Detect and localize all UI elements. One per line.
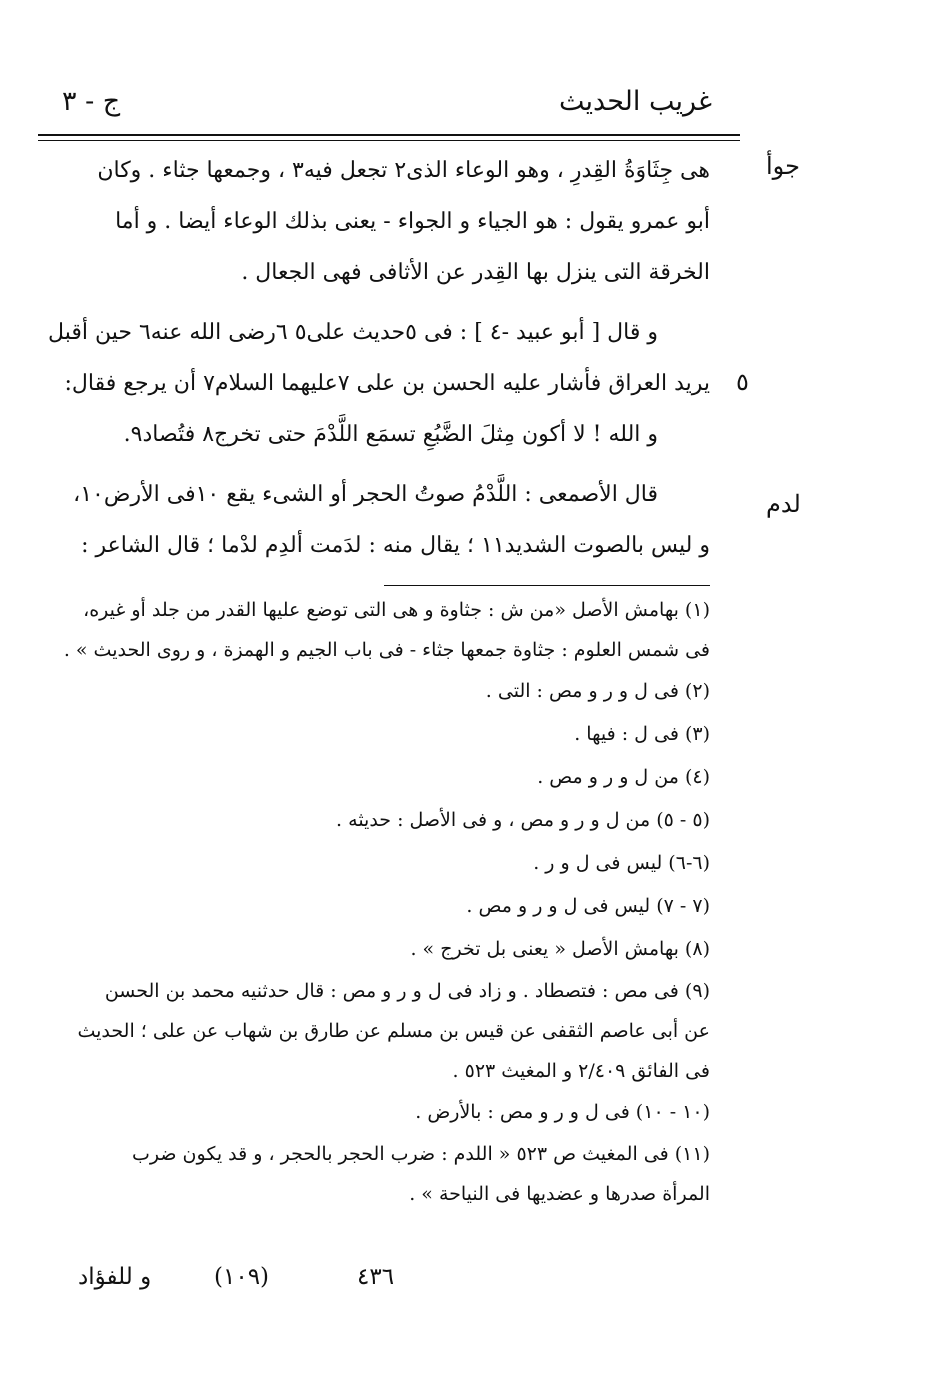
- sequence-number: (١٠٩): [214, 1264, 270, 1290]
- footnote: (٧ - ٧) ليس فى ل و ر و مص .: [466, 895, 710, 917]
- footnote: (٨) بهامش الأصل « يعنى بل تخرج » .: [410, 938, 710, 960]
- margin-entry-jawa: جوأ: [766, 152, 800, 180]
- page-number: ٤٣٦: [357, 1264, 395, 1290]
- body-line: و ليس بالصوت الشديد١١ ؛ يقال منه : لدَمت ألدِم لدْما ؛ قال الشاعر :: [81, 533, 710, 558]
- footnotes: [60, 590, 710, 1214]
- footnote-line: فى شمس العلوم : جثاوة جمعها جثاء - فى باب الجيم و الهمزة ، و روى الحديث » .: [63, 639, 710, 661]
- margin-entry-ladam: لدم: [766, 490, 801, 518]
- footnote: (٣) فى ل : فيها .: [574, 723, 710, 745]
- footnote: [60, 971, 710, 1091]
- footnote: (١٠ - ١٠) فى ل و ر و مص : بالأرض .: [415, 1101, 710, 1123]
- footnote-line: (٩) فى مص : فتصطاد . و زاد فى ل و ر و مص : قال حدثنيه محمد بن الحسن: [104, 980, 710, 1002]
- footnote-line: عن أبى عاصم الثقفى عن قيس بن مسلم عن طارق بن شهاب عن على ؛ الحديث: [77, 1020, 710, 1042]
- body-line: و الله ! لا أكون مِثلَ الضَّبُعِ تسمَع اللَّدْمَ حتى تخرج٨ فتُصاد٩.: [123, 422, 658, 447]
- header-rule-thick: [38, 134, 740, 136]
- body-line: الخرقة التى ينزل بها القِدر عن الأثافى فهى الجعال .: [241, 260, 710, 285]
- body-line: هى جِثَاوَةُ القِدرِ ، وهو الوعاء الذى٢ تجعل فيه٣ ، وجمعها جثاء . وكان: [97, 158, 710, 183]
- catchword: و للفؤاد: [78, 1264, 152, 1290]
- footnote-line: فى الفائق ٢/٤٠٩ و المغيث ٥٢٣ .: [452, 1060, 710, 1082]
- footnote: (٤) من ل و ر و مص .: [537, 766, 710, 788]
- footnote: [60, 590, 710, 670]
- body-line: قال الأصمعى : اللَّدْمُ صوتُ الحجر أو الشىء يقع ١٠فى الأرض١٠،: [73, 482, 658, 507]
- running-title: غريب الحديث: [559, 86, 712, 117]
- margin-line-number: ٥: [736, 368, 749, 396]
- volume-indicator: ج - ٣: [62, 86, 121, 117]
- footnote-line: (١١) فى المغيث ص ٥٢٣ « اللدم : ضرب الحجر بالحجر ، و قد يكون ضرب: [132, 1143, 710, 1165]
- body-line: يريد العراق فأشار عليه الحسن بن على ٧عليهما السلام٧ أن يرجع فقال:: [64, 371, 710, 396]
- footnote: [60, 1134, 710, 1214]
- footnote: (٥ - ٥) من ل و ر و مص ، و فى الأصل : حديثه .: [336, 809, 710, 831]
- footnote: (٦-٦) ليس فى ل و ر .: [533, 852, 710, 874]
- footnote-line: (١) بهامش الأصل «من ش : جثاوة و هى التى توضع عليها القدر من جلد أو غيره،: [83, 599, 710, 621]
- footnote: (٢) فى ل و ر و مص : التى .: [485, 680, 710, 702]
- body-line: أبو عمرو يقول : هو الجياء و الجواء - يعنى بذلك الوعاء أيضا . و أما: [115, 209, 710, 234]
- footnote-rule: [384, 585, 710, 586]
- header-rule-thin: [38, 140, 740, 141]
- body-line: و قال [ أبو عبيد -٤ ] : فى ٥حديث على٥ ٦رضى الله عنه٦ حين أقبل: [48, 320, 658, 345]
- main-text: [48, 145, 710, 571]
- footnote-line: المرأة صدرها و عضديها فى النياحة » .: [409, 1183, 710, 1205]
